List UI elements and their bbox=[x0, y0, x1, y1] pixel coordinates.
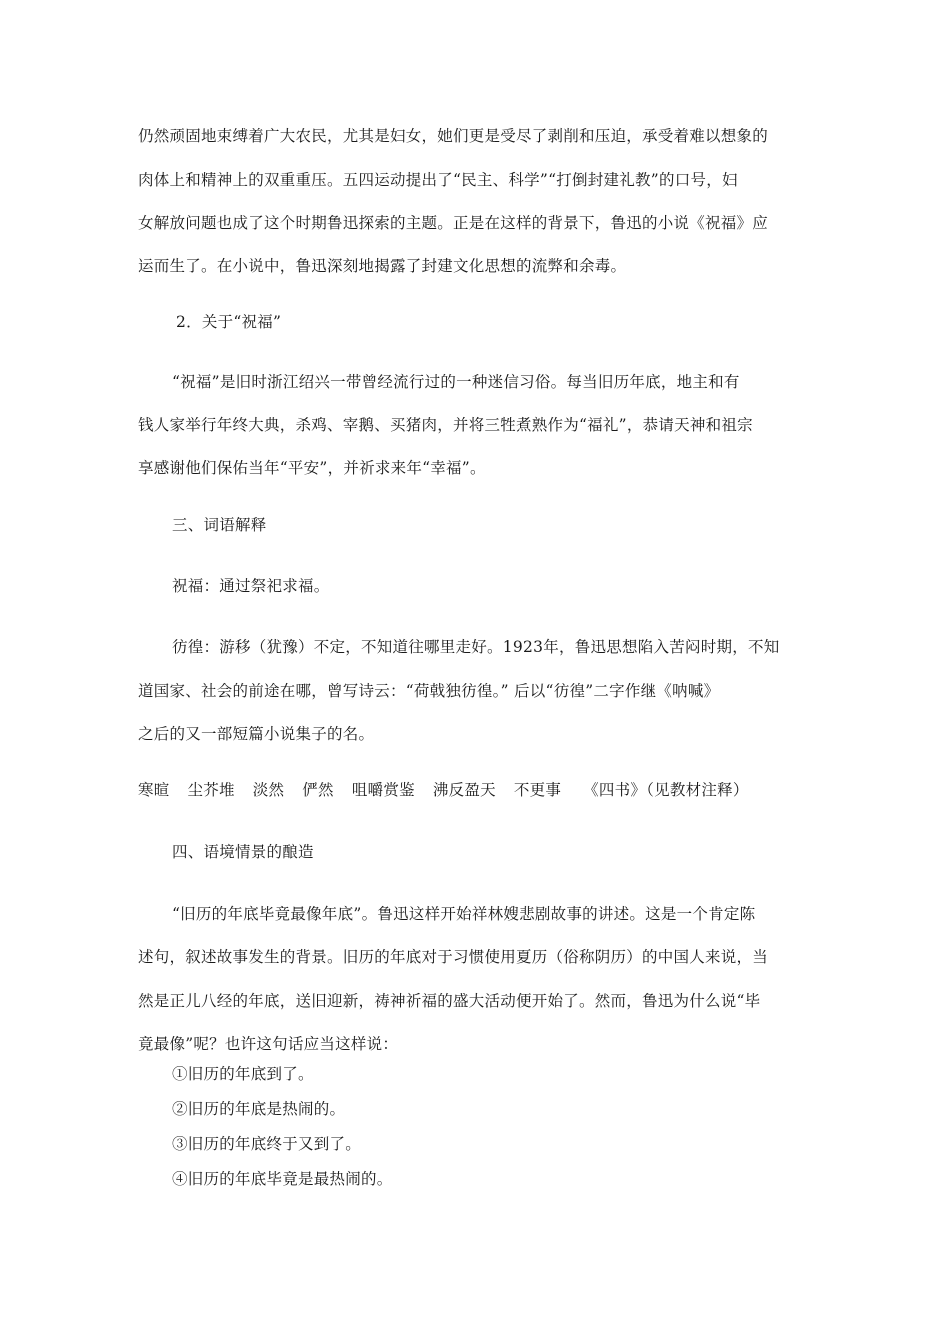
definition-line: 道国家、社会的前途在哪，曾写诗云：“荷戟独彷徨。” 后以“彷徨”二字作继《呐喊》 bbox=[138, 682, 720, 700]
paragraph-line: 仍然顽固地束缚着广大农民，尤其是妇女，她们更是受尽了剥削和压迫，承受着难以想象的 bbox=[138, 127, 769, 145]
word-item: 尘芥堆 bbox=[187, 781, 235, 799]
paragraph-line: 女解放问题也成了这个时期鲁迅探索的主题。正是在这样的背景下，鲁迅的小说《祝福》应 bbox=[138, 214, 769, 232]
option-item: ①旧历的年底到了。 bbox=[172, 1065, 314, 1083]
paragraph-line: “旧历的年底毕竟最像年底”。鲁迅这样开始祥林嫂悲剧故事的讲述。这是一个肯定陈 bbox=[172, 905, 756, 923]
option-item: ②旧历的年底是热闹的。 bbox=[172, 1100, 346, 1118]
word-item: 俨然 bbox=[302, 781, 334, 799]
option-item: ③旧历的年底终于又到了。 bbox=[172, 1135, 362, 1153]
definition-line: 之后的又一部短篇小说集子的名。 bbox=[138, 725, 375, 743]
word-item: 咀嚼赏鉴 bbox=[351, 781, 415, 799]
word-item: 不更事 bbox=[513, 781, 562, 799]
paragraph-line: 述句，叙述故事发生的背景。旧历的年底对于习惯使用夏历（俗称阴历）的中国人来说，当 bbox=[138, 948, 769, 966]
definition-line: 彷徨：游移（犹豫）不定，不知道往哪里走好。1923年，鲁迅思想陷入苦闷时期，不知 bbox=[172, 638, 780, 656]
section-heading: 2．关于“祝福” bbox=[176, 313, 282, 331]
definition-zhufu: 祝福：通过祭祀求福。 bbox=[172, 577, 330, 595]
paragraph-line: 然是正儿八经的年底，送旧迎新，祷神祈福的盛大活动便开始了。然而，鲁迅为什么说“毕 bbox=[138, 992, 761, 1010]
paragraph-line: 肉体上和精神上的双重重压。五四运动提出了“民主、科学”“打倒封建礼教”的口号，妇 bbox=[138, 171, 738, 189]
paragraph-line: “祝福”是旧时浙江绍兴一带曾经流行过的一种迷信习俗。每当旧历年底，地主和有 bbox=[172, 373, 740, 391]
paragraph-line: 享感谢他们保佑当年“平安”，并祈求来年“幸福”。 bbox=[138, 459, 486, 477]
word-item: 《四书》（见教材注释） bbox=[583, 781, 749, 799]
option-item: ④旧历的年底毕竟是最热闹的。 bbox=[172, 1170, 393, 1188]
paragraph-line: 运而生了。在小说中，鲁迅深刻地揭露了封建文化思想的流弊和余毒。 bbox=[138, 257, 627, 275]
word-item: 寒暄 bbox=[138, 781, 170, 799]
paragraph-line: 钱人家举行年终大典，杀鸡、宰鹅、买猪肉，并将三牲煮熟作为“福礼”，恭请天神和祖宗 bbox=[138, 416, 753, 434]
section-heading: 三、词语解释 bbox=[172, 516, 267, 534]
word-item: 淡然 bbox=[252, 781, 285, 799]
section-heading: 四、语境情景的酿造 bbox=[172, 843, 314, 861]
word-item: 沸反盈天 bbox=[432, 781, 496, 799]
word-list bbox=[138, 780, 767, 800]
paragraph-line: 竟最像”呢？也许这句话应当这样说： bbox=[138, 1035, 399, 1053]
